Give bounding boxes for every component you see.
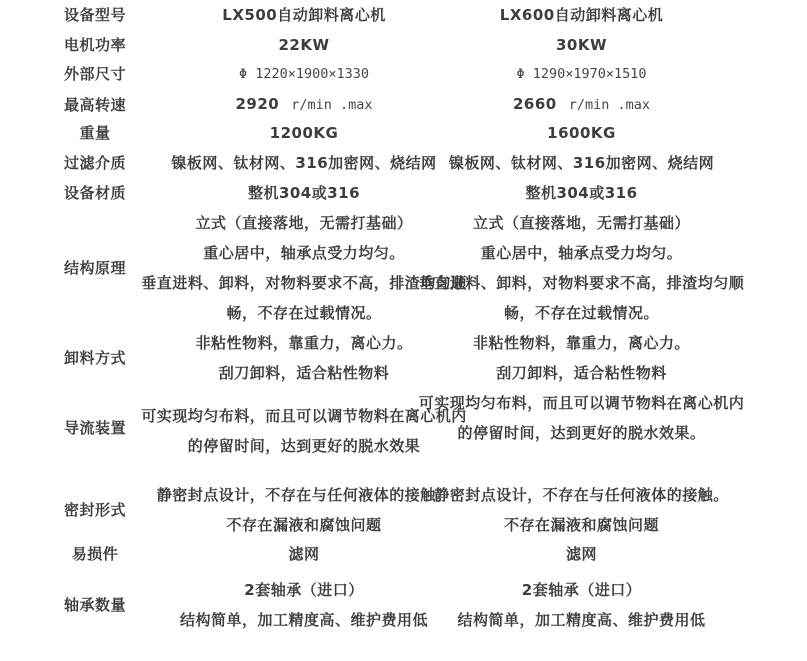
lx600-value-cell (443, 59, 720, 89)
spec-row-filter-media (0, 148, 807, 178)
lx500-value-cell (165, 59, 443, 89)
spec-label (0, 148, 165, 178)
spec-label (0, 563, 165, 638)
value-line: 垂直进料、卸料，对物料要求不高，排渣均匀顺 (141, 274, 467, 292)
spec-label (0, 388, 165, 468)
lx500-value-cell (141, 208, 467, 328)
lx600-value-cell (418, 208, 745, 328)
spec-label-text: 最高转速 (63, 95, 126, 114)
value-line: 滤网 (288, 545, 320, 563)
lx600-value-cell (443, 0, 720, 30)
spec-label (0, 178, 165, 208)
value-line: 非粘性物料，靠重力，离心力。 (195, 334, 413, 352)
speed-value (513, 89, 650, 120)
lx500-value-cell (165, 89, 443, 120)
spec-label-text: 导流装置 (63, 419, 126, 437)
lx600-value-cell (443, 563, 720, 638)
speed-number: 2660 (512, 95, 557, 113)
lx500-value-cell (141, 388, 467, 468)
lx500-value-cell (165, 148, 443, 178)
lx500-value-cell (165, 30, 443, 60)
value-line: 的停留时间，达到更好的脱水效果 (187, 437, 421, 455)
value-line: 结构简单，加工精度高、维护费用低 (457, 610, 706, 629)
spec-label (0, 208, 165, 328)
speed-number: 2920 (235, 95, 280, 113)
value-line: 镍板网、钛材网、316加密网、烧结网 (171, 154, 437, 172)
lx500-value-cell (165, 118, 443, 148)
value-line: 22KW (278, 36, 330, 54)
value-line: 镍板网、钛材网、316加密网、烧结网 (448, 154, 715, 172)
lx600-value-cell (443, 89, 720, 120)
value-line: 畅，不存在过载情况。 (503, 304, 659, 322)
spec-label-text: 结构原理 (63, 259, 126, 277)
spec-label-text: 设备型号 (63, 6, 126, 24)
spec-label-text: 重量 (79, 124, 111, 142)
value-line: 静密封点设计，不存在与任何液体的接触。 (156, 486, 452, 504)
spec-label-text: 设备材质 (63, 184, 126, 202)
spec-label-text: 轴承数量 (63, 595, 126, 614)
value-line: 结构简单，加工精度高、维护费用低 (179, 610, 428, 629)
value-line: 静密封点设计，不存在与任何液体的接触。 (434, 486, 729, 504)
lx500-value-cell (165, 178, 443, 208)
lx600-value-cell (418, 388, 745, 468)
spec-row-motor-power (0, 30, 807, 59)
spec-label (0, 118, 165, 148)
spec-row-wearing-parts (0, 533, 807, 563)
lx500-value-cell (165, 563, 443, 638)
value-line: 1200KG (269, 124, 339, 142)
value-line: 不存在漏液和腐蚀问题 (503, 516, 659, 534)
spec-label (0, 468, 165, 540)
value-line: Φ 1220×1900×1330 (238, 66, 370, 82)
value-line: 重心居中，轴承点受力均匀。 (203, 244, 405, 262)
spec-label (0, 30, 165, 60)
value-line: 30KW (555, 36, 608, 54)
value-line: 1600KG (547, 124, 616, 142)
spec-label-text: 过滤介质 (63, 154, 126, 172)
spec-label (0, 89, 165, 120)
value-line: 整机304或316 (247, 184, 361, 202)
spec-row-bearing-count (0, 563, 807, 638)
value-line: 滤网 (565, 545, 597, 563)
spec-label-text: 卸料方式 (63, 349, 126, 367)
spec-row-structure-principle (0, 208, 807, 328)
value-line: 可实现均匀布料，而且可以调节物料在离心机内 (418, 394, 745, 412)
spec-row-max-speed (0, 89, 807, 118)
value-line: 不存在漏液和腐蚀问题 (226, 516, 382, 534)
value-line: 可实现均匀布料，而且可以调节物料在离心机内 (141, 407, 467, 425)
value-line: Φ 1290×1970×1510 (516, 66, 647, 82)
value-line: 刮刀卸料，适合粘性物料 (496, 364, 667, 382)
lx600-value-cell (443, 118, 720, 148)
speed-value (235, 89, 372, 120)
speed-unit: r/min .max (568, 97, 651, 113)
value-line: LX500自动卸料离心机 (222, 6, 386, 24)
lx600-value-cell (434, 468, 729, 540)
spec-label-text: 外部尺寸 (63, 65, 126, 83)
lx500-value-cell (165, 328, 443, 388)
value-line: 畅，不存在过载情况。 (226, 304, 382, 322)
spec-label (0, 0, 165, 30)
value-line: 非粘性物料，靠重力，离心力。 (472, 334, 690, 352)
value-line: 重心居中，轴承点受力均匀。 (480, 244, 683, 262)
lx600-value-cell (443, 178, 720, 208)
value-line: 整机304或316 (525, 184, 638, 202)
spec-label (0, 59, 165, 89)
spec-row-dimensions (0, 59, 807, 89)
lx500-value-cell (156, 468, 452, 540)
spec-row-flow-guide (0, 388, 807, 468)
value-line: 立式（直接落地，无需打基础） (195, 214, 413, 232)
speed-unit: r/min .max (291, 97, 373, 113)
lx600-value-cell (443, 328, 720, 388)
value-line: 2套轴承（进口） (521, 580, 642, 599)
spec-label (0, 328, 165, 388)
spec-row-discharge-method (0, 328, 807, 388)
lx500-value-cell (165, 0, 443, 30)
lx600-value-cell (443, 30, 720, 60)
value-line: 立式（直接落地，无需打基础） (472, 214, 690, 232)
value-line: 2套轴承（进口） (244, 580, 364, 599)
value-line: 垂直进料、卸料，对物料要求不高，排渣均匀顺 (418, 274, 745, 292)
spec-row-material (0, 178, 807, 208)
spec-label-text: 密封形式 (63, 501, 126, 519)
spec-row-seal-type (0, 468, 807, 533)
value-line: 的停留时间，达到更好的脱水效果。 (457, 424, 706, 442)
lx600-value-cell (443, 148, 720, 178)
spec-row-weight (0, 118, 807, 148)
spec-label-text: 电机功率 (63, 36, 126, 54)
value-line: LX600自动卸料离心机 (499, 6, 664, 24)
value-line: 刮刀卸料，适合粘性物料 (218, 364, 390, 382)
spec-label-text: 易损件 (71, 545, 119, 563)
spec-row-model (0, 0, 807, 30)
